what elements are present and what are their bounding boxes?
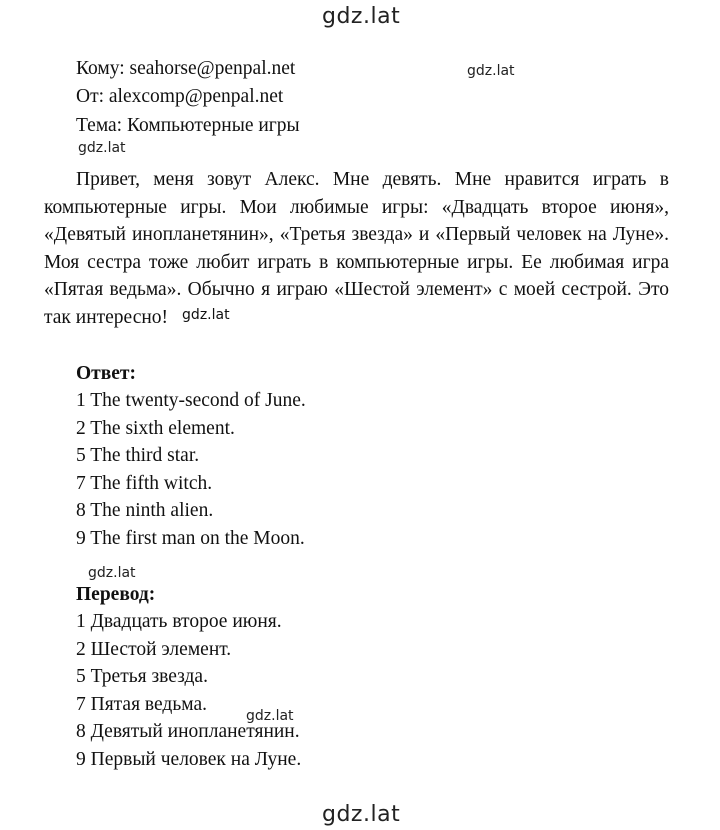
email-subject: Тема: Компьютерные игры: [76, 115, 300, 136]
letter-text: Привет, меня зовут Алекс. Мне девять. Мне нравится играть в компьютерные игры. Мои любимые игры: «Двадцать второе июня», «Девятый инопланетянин», «Третья звезда» и «Первый человек на Луне». Моя сестра тоже любит играть в компьютерные игры. Ее любимая игра «Пятая ведьма». Обычно я играю «Шестой элемент» с моей сестрой. Это так интересно!: [44, 169, 669, 328]
translation-item: 2 Шестой элемент.: [76, 639, 232, 660]
watermark: gdz.lat: [78, 140, 126, 156]
email-from: От: alexcomp@penpal.net: [76, 86, 284, 107]
translation-heading: Перевод:: [76, 584, 156, 605]
watermark-top: gdz.lat: [322, 4, 401, 29]
watermark: gdz.lat: [182, 306, 230, 323]
answer-item: 2 The sixth element.: [76, 418, 235, 439]
answer-item: 8 The ninth alien.: [76, 500, 214, 521]
watermark: gdz.lat: [88, 565, 136, 581]
answer-item: 5 The third star.: [76, 445, 200, 466]
answer-item: 9 The first man on the Moon.: [76, 528, 305, 549]
translation-item: 8 Девятый инопланетянин.: [76, 721, 300, 742]
letter-body: [44, 166, 669, 333]
translation-item: 7 Пятая ведьма.: [76, 694, 207, 715]
answer-item: 7 The fifth witch.: [76, 473, 213, 494]
translation-item: 9 Первый человек на Луне.: [76, 749, 302, 770]
email-to: Кому: seahorse@penpal.net: [76, 58, 296, 79]
watermark-bottom: gdz.lat: [322, 802, 401, 827]
translation-item: 5 Третья звезда.: [76, 666, 208, 687]
translation-item: 1 Двадцать второе июня.: [76, 611, 282, 632]
watermark: gdz.lat: [467, 63, 515, 79]
answer-item: 1 The twenty-second of June.: [76, 390, 306, 411]
answer-heading: Ответ:: [76, 363, 137, 384]
watermark: gdz.lat: [246, 708, 294, 724]
